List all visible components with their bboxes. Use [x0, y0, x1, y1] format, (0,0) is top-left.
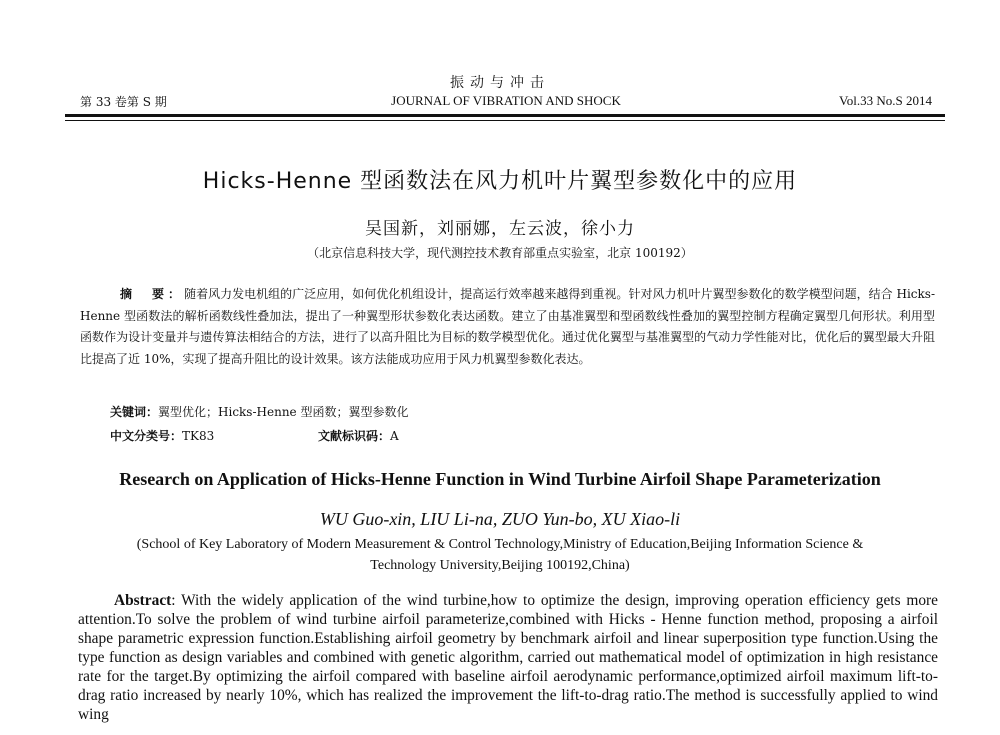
abstract-cn-text: 随着风力发电机组的广泛应用，如何优化机组设计，提高运行效率越来越得到重视。针对风力机叶片翼型参数化的数学模型问题，结合 Hicks-Henne 型函数法的解析函数线性叠加法，提出了一种翼型形状参数化表达函数。建立了由基准翼型和型函数线性叠加的翼型控制方程确定翼型几何形状。利用型函数作为设计变量并与遗传算法相结合的方法，进行了以高升阻比为目标的数学模型优化。通过优化翼型与基准翼型的气动力学性能对比，优化后的翼型最大升阻比提高了近 10%，实现了提高升阻比的设计效果。该方法能成功应用于风力机翼型参数化表达。 [80, 287, 935, 366]
journal-name-en: JOURNAL OF VIBRATION AND SHOCK [391, 93, 621, 108]
paper-title-en: Research on Application of Hicks-Henne Function in Wind Turbine Airfoil Shape Parameterization [119, 469, 881, 489]
affiliation-en: (School of Key Laboratory of Modern Measurement & Control Technology,Ministry of Education,Beijing Information Science & Technology University,Beijing 100192,China) [136, 537, 864, 573]
abstract-en-text: : With the widely application of the wind turbine,how to optimize the design, improving operation efficiency gets more attention.To solve the problem of wind turbine airfoil parameterize,combined with Hicks - Henne function method, proposing a airfoil shape parametric expression function.Establishing airfoil geometry by benchmark airfoil and linear superposition type function.Using the type function as design variables and combined with genetic algorithm, carried out mathematical model of optimization in high resistance rate for the target.By optimizing the airfoil compared with baseline airfoil aerodynamic performance,optimized airfoil maximum lift-to-drag ratio increased by nearly 10%, which has realized the improvement the lift-to-drag ratio.The method is successfully applied to wind wing [78, 592, 938, 723]
classification-value: TK83 [182, 429, 215, 443]
header-rule-thin [65, 120, 945, 121]
running-header [80, 93, 932, 111]
keywords-cn-label: 关键词： [110, 405, 159, 419]
keywords-cn-text: 翼型优化；Hicks-Henne 型函数；翼型参数化 [158, 405, 409, 419]
classification-label: 中文分类号： [110, 429, 183, 443]
paper-title-cn: Hicks-Henne 型函数法在风力机叶片翼型参数化中的应用 [202, 169, 798, 194]
authors-cn: 吴国新，刘丽娜，左云波，徐小力 [365, 219, 635, 239]
keywords-cn [110, 403, 408, 420]
document-code-label: 文献标识码： [318, 429, 391, 443]
classification-row [110, 427, 399, 444]
abstract-en [78, 591, 938, 724]
volume-en: Vol.33 No.S 2014 [839, 93, 932, 108]
abstract-cn-label: 摘 要： [120, 287, 185, 301]
journal-name-cn: 振动与冲击 [450, 75, 550, 91]
affiliation-cn: （北京信息科技大学，现代测控技术教育部重点实验室，北京 100192） [307, 246, 693, 260]
volume-cn: 第 33 卷第 S 期 [80, 95, 167, 109]
document-code [318, 427, 399, 444]
document-code-value: A [390, 429, 399, 443]
header-rule-thick [65, 114, 945, 117]
abstract-en-label: Abstract [114, 592, 172, 609]
abstract-cn [80, 284, 935, 370]
authors-en: WU Guo-xin, LIU Li-na, ZUO Yun-bo, XU Xiao-li [319, 509, 681, 529]
